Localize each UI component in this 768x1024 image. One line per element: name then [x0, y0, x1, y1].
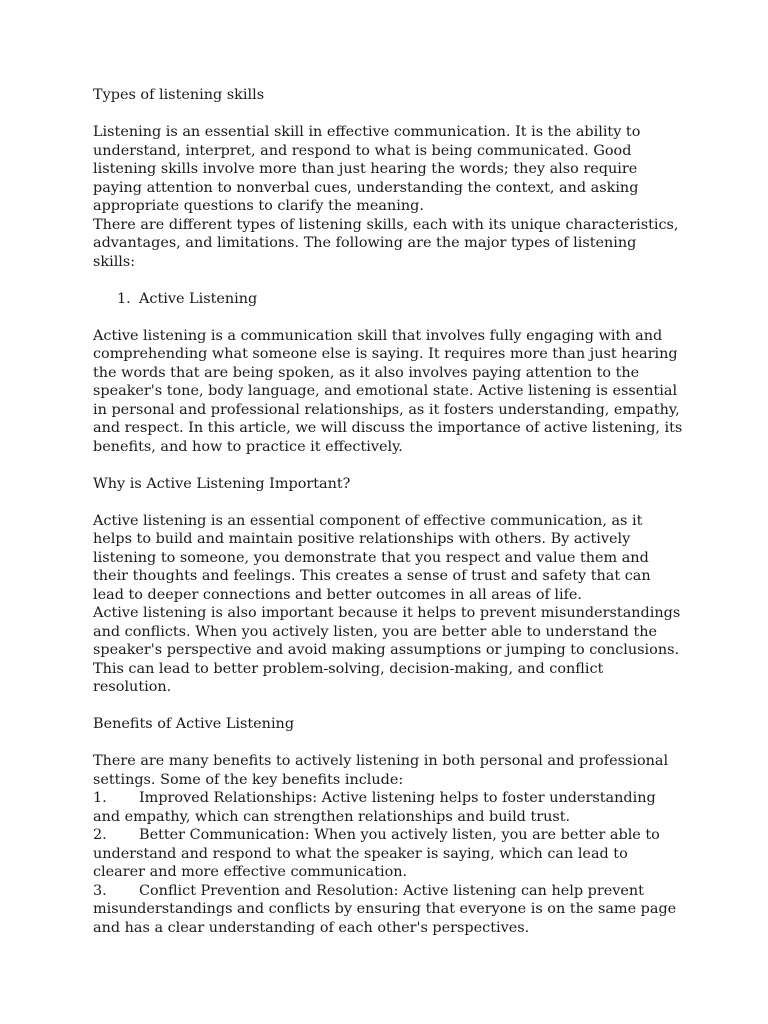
benefit-text: Conflict Prevention and Resolution: Active listening can help prevent misunderstandings and conflicts by ensuring that everyone is on the same page and has a clear understanding of each other's perspectives. [93, 882, 677, 936]
section-heading-text: Active Listening [139, 290, 258, 307]
benefit-number: 2. [93, 827, 107, 843]
why-paragraph-2: Active listening is also important because it helps to prevent misunderstandings and conflicts. When you actively listen, you are better able to understand the speaker's perspective and avoid making assumptions or jumping to conclusions. This can lead to better problem-solving, decision-making, and conflict resolution. [93, 605, 681, 695]
benefit-item [93, 882, 683, 938]
active-listening-paragraph: Active listening is a communication skill that involves fully engaging with and comprehending what someone else is saying. It requires more than just hearing the words that are being spoken, as it also involves paying attention to the speaker's tone, body language, and emotional state. Active listening is essential in personal and professional relationships, as it fosters understanding, empathy, and respect. In this article, we will discuss the importance of active listening, its benefits, and how to practice it effectively. [93, 327, 683, 455]
section-heading-active-listening [117, 290, 683, 309]
benefit-number: 1. [93, 790, 107, 806]
benefits-heading: Benefits of Active Listening [93, 716, 295, 732]
document-body [93, 86, 683, 937]
document-title: Types of listening skills [93, 87, 265, 103]
benefit-text: Improved Relationships: Active listening helps to foster understanding and empathy, which can strengthen relationships and build trust. [93, 790, 656, 825]
benefits-intro: There are many benefits to actively listening in both personal and professional settings. Some of the key benefits include: [93, 753, 669, 788]
why-paragraph-1: Active listening is an essential component of effective communication, as it helps to build and maintain positive relationships with others. By actively listening to someone, you demonstrate that you respect and value them and their thoughts and feelings. This creates a sense of trust and safety that can lead to deeper connections and better outcomes in all areas of life. [93, 512, 651, 603]
spacer [93, 105, 683, 124]
section-number: 1. [117, 290, 131, 307]
benefit-item [93, 826, 683, 882]
spacer [93, 271, 683, 290]
spacer [93, 308, 683, 327]
spacer [93, 734, 683, 753]
spacer [93, 456, 683, 475]
benefit-item [93, 789, 683, 826]
spacer [93, 697, 683, 716]
benefit-text: Better Communication: When you actively listen, you are better able to understand and respond to what the speaker is saying, which can lead to clearer and more effective communication. [93, 827, 660, 880]
why-heading: Why is Active Listening Important? [93, 475, 351, 492]
intro-paragraph-2: There are different types of listening skills, each with its unique characteristics, advantages, and limitations. The following are the major types of listening skills: [93, 216, 679, 270]
benefit-number: 3. [93, 882, 107, 899]
spacer [93, 493, 683, 512]
intro-paragraph-1: Listening is an essential skill in effective communication. It is the ability to understand, interpret, and respond to what is being communicated. Good listening skills involve more than just hearing the words; they also require paying attention to nonverbal cues, understanding the context, and asking appropriate questions to clarify the meaning. [93, 124, 641, 214]
